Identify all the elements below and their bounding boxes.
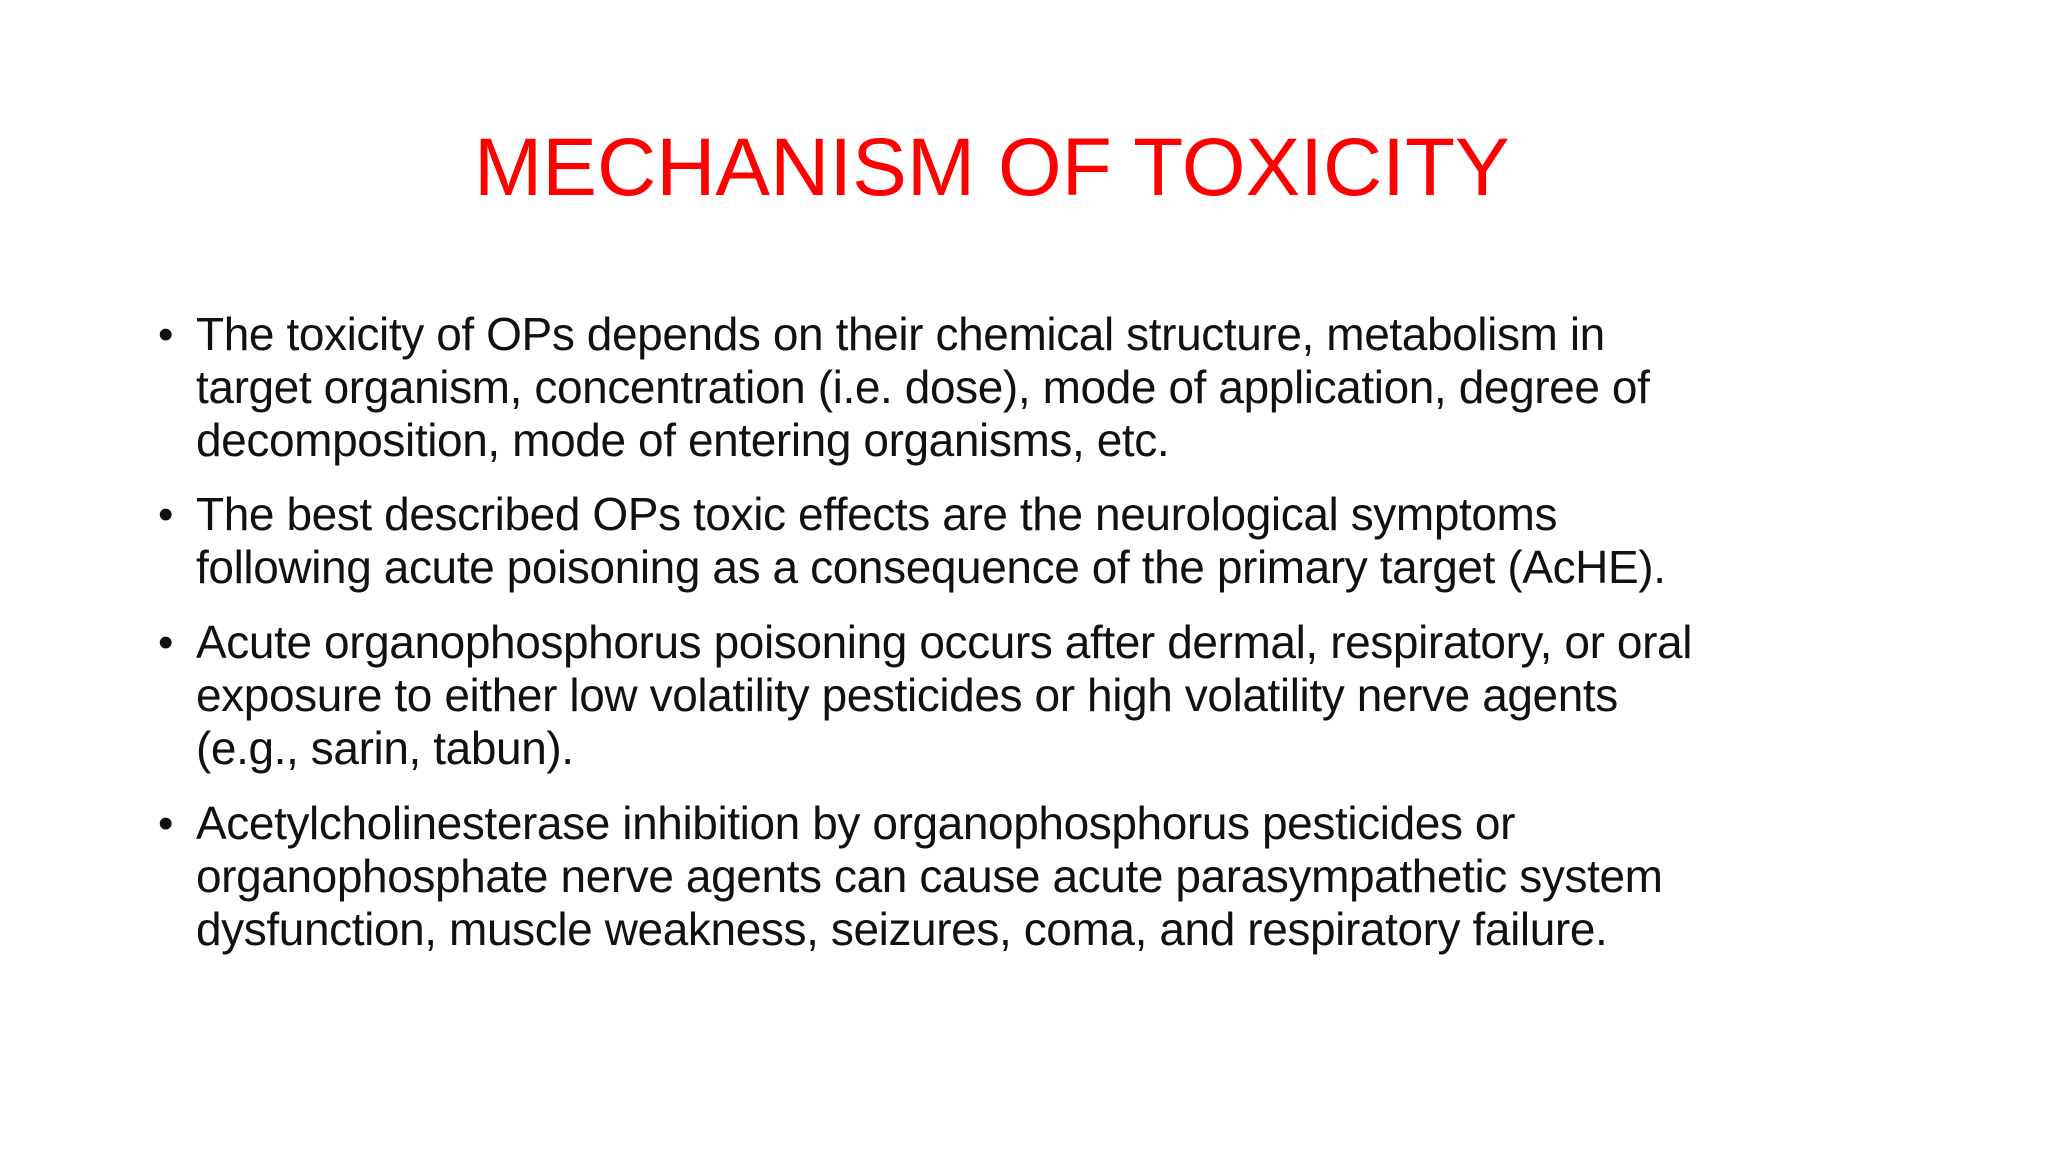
bullet-item xyxy=(150,488,1910,594)
bullet-line: following acute poisoning as a consequence of the primary target (AcHE). xyxy=(196,541,1666,593)
bullet-item xyxy=(150,616,1910,775)
bullet-line: Acute organophosphorus poisoning occurs after dermal, respiratory, or oral xyxy=(196,616,1693,668)
bullet-dot-icon: • xyxy=(158,310,174,359)
bullet-dot-icon: • xyxy=(158,490,174,539)
bullet-line: dysfunction, muscle weakness, seizures, coma, and respiratory failure. xyxy=(196,903,1608,955)
bullet-line: (e.g., sarin, tabun). xyxy=(196,722,574,774)
bullet-line: Acetylcholinesterase inhibition by organophosphorus pesticides or xyxy=(196,797,1516,849)
bullet-line: The best described OPs toxic effects are the neurological symptoms xyxy=(196,488,1558,540)
bullet-line: target organism, concentration (i.e. dose), mode of application, degree of xyxy=(196,361,1650,413)
bullet-item xyxy=(150,308,1910,467)
bullet-line: exposure to either low volatility pesticides or high volatility nerve agents xyxy=(196,669,1618,721)
bullet-line: decomposition, mode of entering organisms, etc. xyxy=(196,414,1170,466)
bullet-dot-icon: • xyxy=(158,618,174,667)
slide-title: MECHANISM OF TOXICITY xyxy=(474,122,1510,213)
bullet-dot-icon: • xyxy=(158,799,174,848)
bullet-line: The toxicity of OPs depends on their chemical structure, metabolism in xyxy=(196,308,1605,360)
bullet-list xyxy=(150,308,1910,977)
bullet-line: organophosphate nerve agents can cause acute parasympathetic system xyxy=(196,850,1663,902)
bullet-item xyxy=(150,797,1910,956)
